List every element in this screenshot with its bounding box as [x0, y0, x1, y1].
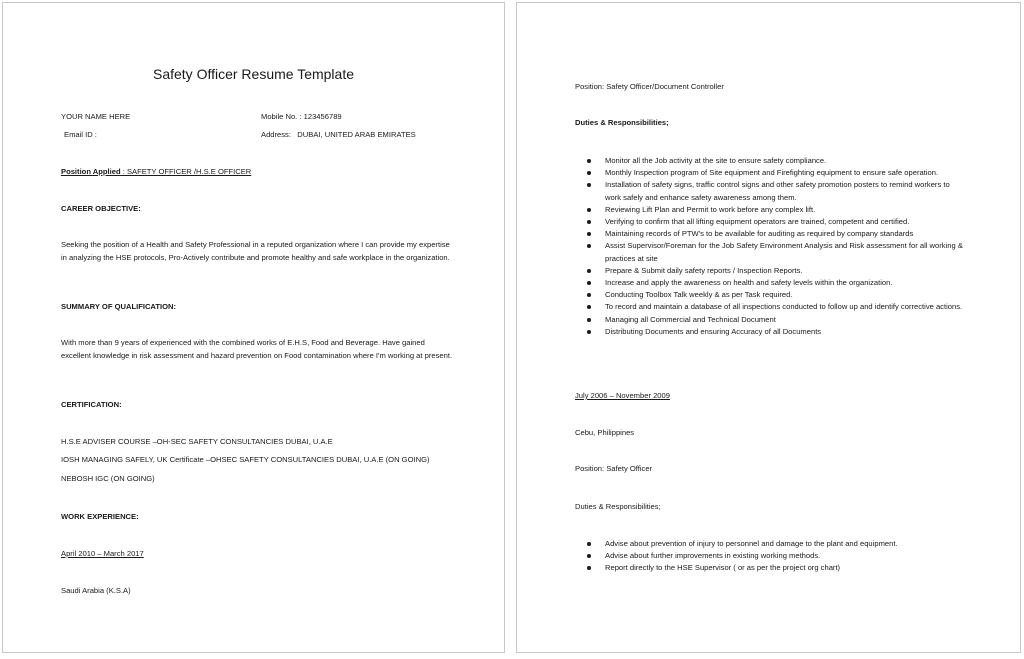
- list-item: Conducting Toolbox Talk weekly & as per Task required.: [575, 289, 967, 301]
- document-title: Safety Officer Resume Template: [152, 66, 355, 82]
- list-item: Managing all Commercial and Technical Document: [575, 314, 967, 326]
- certification-item: NEBOSH IGC (ON GOING): [61, 474, 155, 483]
- list-item: Reviewing Lift Plan and Permit to work before any complex lift.: [575, 204, 967, 216]
- list-item: Assist Supervisor/Foreman for the Job Safety Environment Analysis and Risk assessment for all working & practices at site: [575, 240, 967, 264]
- duties-list-2: [575, 538, 967, 575]
- work-location: Saudi Arabia (K.S.A): [61, 586, 131, 595]
- list-item: Advise about further improvements in existing working methods.: [575, 550, 967, 562]
- name-field: YOUR NAME HERE: [61, 112, 131, 121]
- position-applied-label: Position Applied: [61, 167, 121, 176]
- list-item: Verifying to confirm that all lifting equipment operators are trained, competent and certified.: [575, 216, 967, 228]
- career-objective-heading: CAREER OBJECTIVE:: [61, 204, 141, 213]
- list-item: Increase and apply the awareness on health and safety levels within the organization.: [575, 277, 967, 289]
- position-applied-value: : SAFETY OFFICER /H.S.E OFFICER: [120, 167, 252, 176]
- position-title-1: Position: Safety Officer/Document Controller: [575, 82, 724, 91]
- position-applied: [61, 166, 251, 178]
- list-item: To record and maintain a database of all inspections conducted to follow up and identify corrective actions.: [575, 301, 967, 313]
- list-item: Monitor all the Job activity at the site to ensure safety compliance.: [575, 155, 967, 167]
- list-item: Installation of safety signs, traffic control signs and other safety promotion posters to remind workers to work safely and enhance safety awareness among them.: [575, 179, 967, 203]
- resume-page-1: [2, 2, 505, 653]
- summary-text: With more than 9 years of experienced with the combined works of E.H.S, Food and Beverage. Have gained excellent knowledge in risk assessment and hazard prevention on Food contamination where I'm working at present.: [61, 338, 453, 360]
- resume-page-2: [516, 2, 1021, 653]
- list-item: Distributing Documents and ensuring Accuracy of all Documents: [575, 326, 967, 338]
- work-period-2: July 2006 – November 2009: [575, 391, 670, 400]
- mobile-field: Mobile No. : 123456789: [261, 112, 342, 121]
- list-item: Prepare & Submit daily safety reports / Inspection Reports.: [575, 265, 967, 277]
- duties-heading-2: Duties & Responsibilities;: [575, 502, 661, 511]
- work-period: April 2010 – March 2017: [61, 549, 144, 558]
- career-objective-text: Seeking the position of a Health and Safety Professional in a reputed organization where I can provide my expertise in analyzing the HSE protocols, Pro-Actively contribute and promote healthy and safe workplace in the organization.: [61, 240, 450, 262]
- certification-item: H.S.E ADVISER COURSE –OH-SEC SAFETY CONSULTANCIES DUBAI, U.A.E: [61, 437, 333, 446]
- list-item: Report directly to the HSE Supervisor ( or as per the project org chart): [575, 562, 967, 574]
- duties-list-1: [575, 155, 967, 338]
- work-location-2: Cebu, Philippines: [575, 428, 635, 437]
- list-item: Maintaining records of PTW's to be available for auditing as required by company standards: [575, 228, 967, 240]
- work-experience-heading: WORK EXPERIENCE:: [61, 512, 139, 521]
- summary-heading: SUMMARY OF QUALIFICATION:: [61, 302, 177, 311]
- duties-heading-1: Duties & Responsibilities;: [575, 118, 669, 127]
- certification-item: IOSH MANAGING SAFELY, UK Certificate –OHSEC SAFETY CONSULTANCIES DUBAI, U.A.E (ON GOING): [61, 455, 430, 464]
- certification-heading: CERTIFICATION:: [61, 400, 122, 409]
- list-item: Monthly Inspection program of Site equipment and Firefighting equipment to ensure safe operation.: [575, 167, 967, 179]
- email-field: Email ID :: [64, 130, 97, 139]
- address-field: Address: DUBAI, UNITED ARAB EMIRATES: [261, 130, 416, 139]
- list-item: Advise about prevention of injury to personnel and damage to the plant and equipment.: [575, 538, 967, 550]
- position-title-2: Position: Safety Officer: [575, 464, 653, 473]
